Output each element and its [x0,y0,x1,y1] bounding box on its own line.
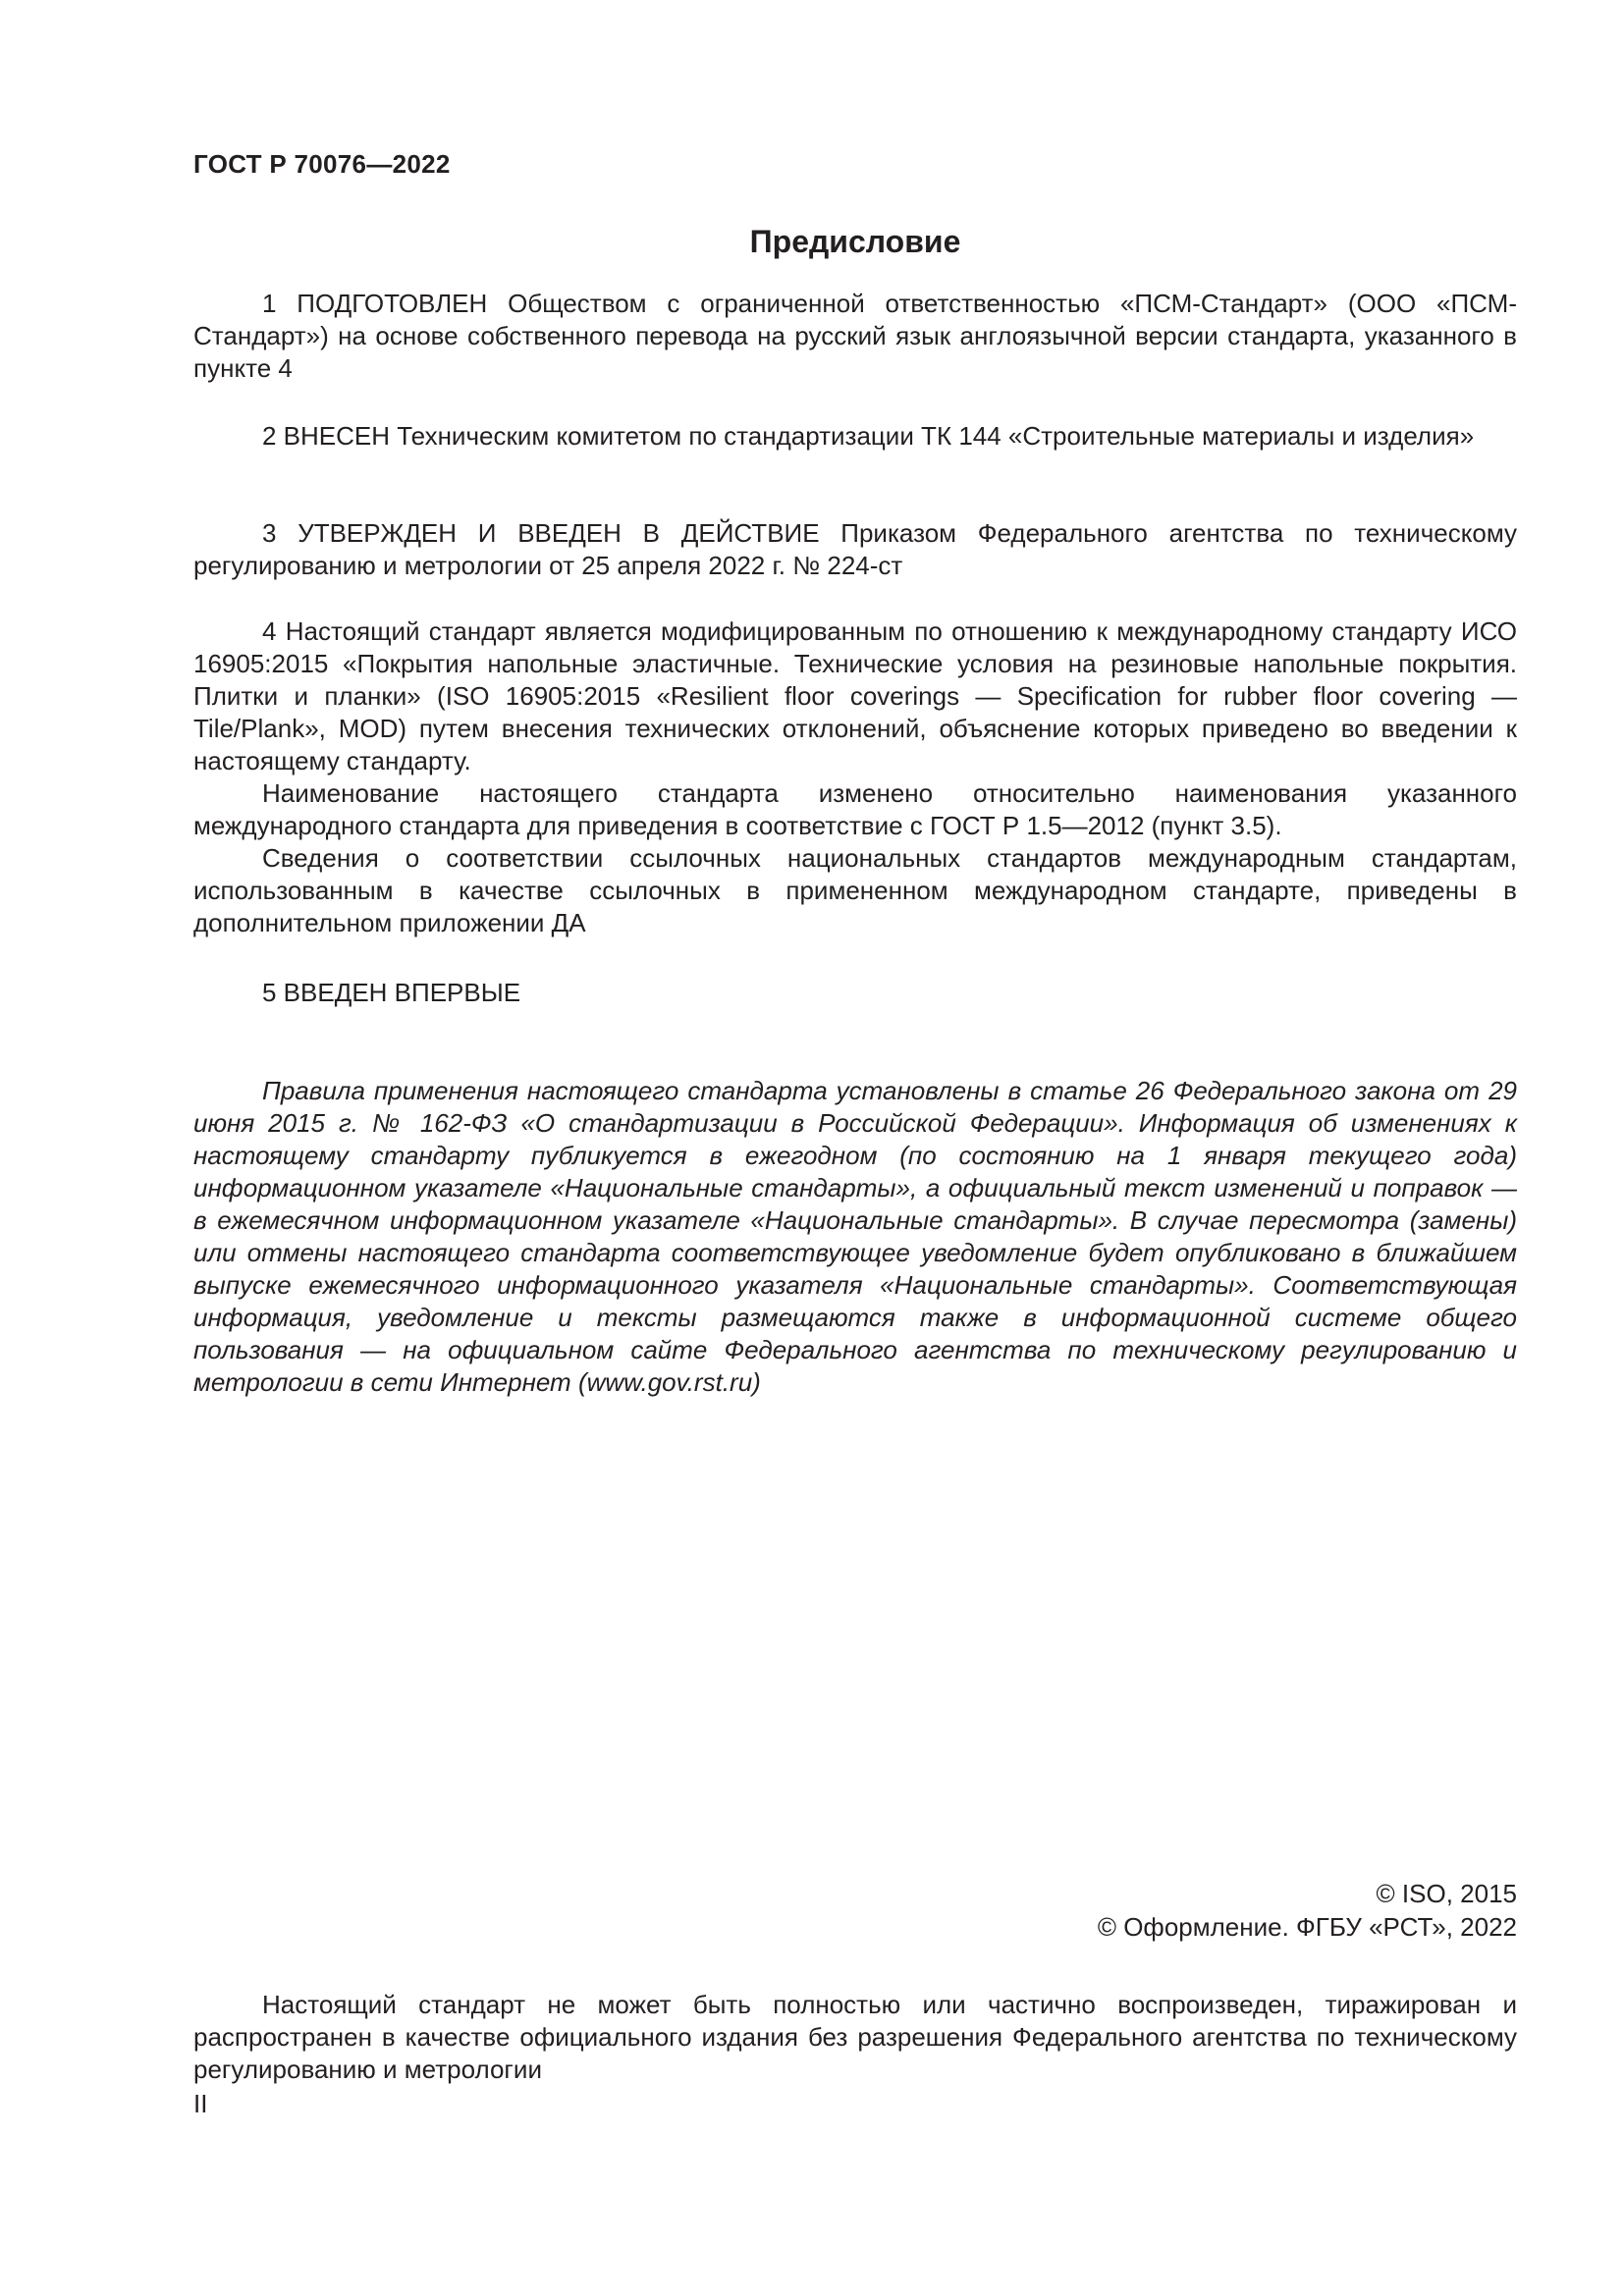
copyright-block [1098,1877,1517,1944]
preface-item-4 [193,615,1517,939]
preface-paragraph: Сведения о соответствии ссылочных национальных стандартов международным стандартам, использованным в качестве ссылочных в примененном международном стандарте, приведены в дополнительном приложении ДА [193,843,1517,937]
reproduction-paragraph: Настоящий стандарт не может быть полностью или частично воспроизведен, тиражирован и распространен в качестве официального издания без разрешения Федерального агентства по техническому регулированию и метрологии [193,1990,1517,2084]
preface-title: Предисловие [749,224,961,259]
preface-item-1 [193,288,1517,385]
preface-paragraph: 5 ВВЕДЕН ВПЕРВЫЕ [262,978,521,1007]
preface-item-2 [193,420,1517,453]
preface-paragraph: Наименование настоящего стандарта изменено относительно наименования указанного международного стандарта для приведения в соответствие с ГОСТ Р 1.5—2012 (пункт 3.5). [193,778,1517,840]
page-number: II [193,2089,208,2118]
copyright-iso: © ISO, 2015 [1376,1879,1517,1908]
document-code: ГОСТ Р 70076—2022 [193,149,451,179]
preface-paragraph: 1 ПОДГОТОВЛЕН Обществом с ограниченной ответственностью «ПСМ-Стандарт» (ООО «ПСМ-Стандарт») на основе собственного перевода на русский язык англоязычной версии стандарта, указанного в пункте 4 [193,289,1517,383]
application-rules-notice [193,1075,1517,1399]
notice-paragraph: Правила применения настоящего стандарта установлены в статье 26 Федерального закона от 29 июня 2015 г. № 162-ФЗ «О стандартизации в Российской Федерации». Информация об изменениях к настоящему стандарту публикуется в ежегодном (по состоянию на 1 января текущего года) информационном указателе «Национальные стандарты», а официальный текст изменений и поправок — в ежемесячном информационном указателе «Национальные стандарты». В случае пересмотра (замены) или отмены настоящего стандарта соответствующее уведомление будет опубликовано в ближайшем выпуске ежемесячного информационного указателя «Национальные стандарты». Соответствующая информация, уведомление и тексты размещаются также в информационной системе общего пользования — на официальном сайте Федерального агентства по техническому регулированию и метрологии в сети Интернет (www.gov.rst.ru) [193,1076,1517,1397]
preface-paragraph: 3 УТВЕРЖДЕН И ВВЕДЕН В ДЕЙСТВИЕ Приказом Федерального агентства по техническому регулированию и метрологии от 25 апреля 2022 г. № 224-ст [193,518,1517,580]
document-page [193,0,1517,2296]
preface-paragraph: 2 ВНЕСЕН Техническим комитетом по стандартизации ТК 144 «Строительные материалы и изделия» [262,421,1475,451]
reproduction-notice [193,1989,1517,2086]
preface-item-3 [193,517,1517,582]
preface-item-5 [193,977,1517,1009]
copyright-design: © Оформление. ФГБУ «РСТ», 2022 [1097,1912,1517,1942]
preface-paragraph: 4 Настоящий стандарт является модифицированным по отношению к международному стандарту ИСО 16905:2015 «Покрытия напольные эластичные. Технические условия на резиновые напольные покрытия. Плитки и планки» (ISO 16905:2015 «Resilient floor coverings — Specification for rubber floor covering — Tile/Plank», MOD) путем внесения технических отклонений, объяснение которых приведено во введении к настоящему стандарту. [193,616,1517,775]
